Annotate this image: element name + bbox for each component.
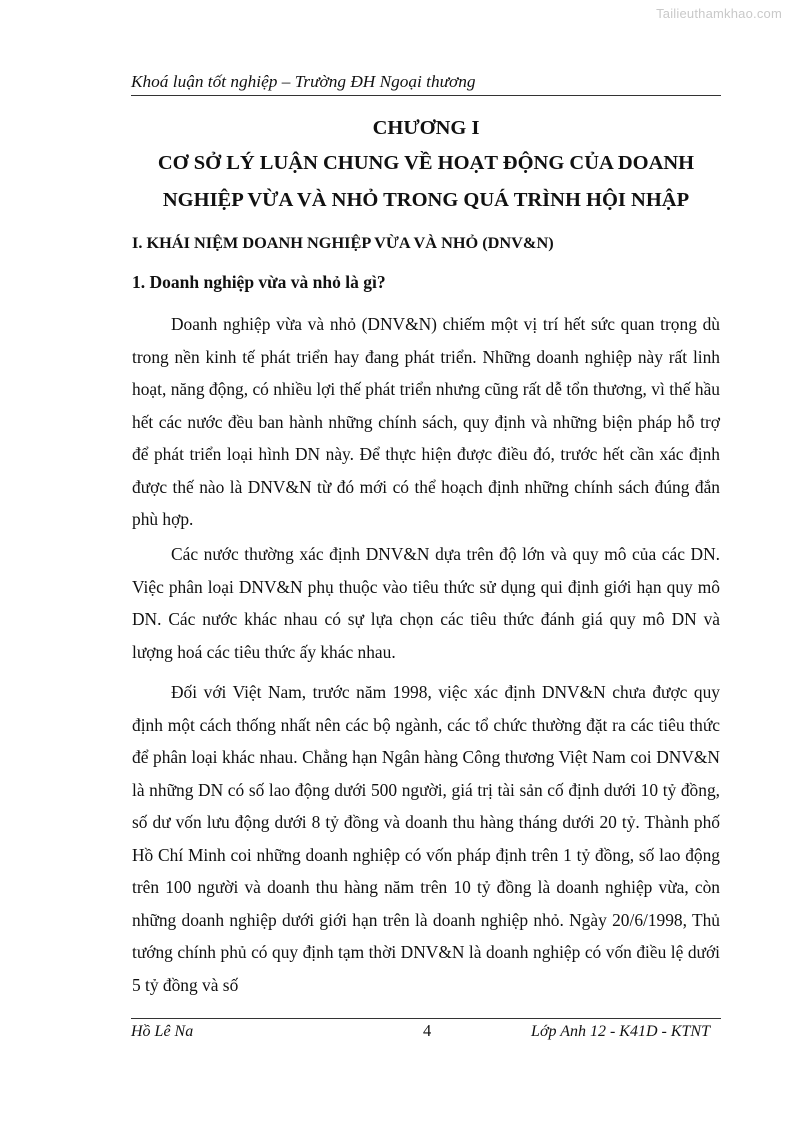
- paragraph-2: [132, 538, 720, 668]
- paragraph-1: [132, 308, 720, 536]
- page-number: 4: [423, 1021, 432, 1040]
- watermark: Tailieuthamkhao.com: [656, 6, 782, 21]
- running-title: Khoá luận tốt nghiệp – Trường ĐH Ngoại thương: [131, 72, 476, 91]
- chapter-title-line-1: CƠ SỞ LÝ LUẬN CHUNG VỀ HOẠT ĐỘNG CỦA DOANH: [157, 152, 695, 174]
- paragraph-text: Các nước thường xác định DNV&N dựa trên độ lớn và quy mô của các DN. Việc phân loại DNV&N phụ thuộc vào tiêu thức sử dụng qui định giới hạn quy mô DN. Các nước khác nhau có sự lựa chọn các tiêu thức đánh giá quy mô DN và lượng hoá các tiêu thức ấy khác nhau.: [132, 544, 720, 662]
- paragraph-text: Doanh nghiệp vừa và nhỏ (DNV&N) chiếm một vị trí hết sức quan trọng dù trong nền kinh tế phát triển hay đang phát triển. Những doanh nghiệp này rất linh hoạt, năng động, có nhiều lợi thế phát triển nhưng cũng rất dễ tổn thương, vì thế hầu hết các nước đều ban hành những chính sách, quy định và những biện pháp hỗ trợ để phát triển loại hình DN này. Để thực hiện được điều đó, trước hết cần xác định được thế nào là DNV&N từ đó mới có thể hoạch định những chính sách đúng đắn phù hợp.: [132, 314, 720, 529]
- paragraph-3: [132, 676, 720, 1001]
- subsection-heading: 1. Doanh nghiệp vừa và nhỏ là gì?: [132, 272, 386, 292]
- footer-class-info: Lớp Anh 12 - K41D - KTNT: [531, 1023, 710, 1040]
- page-footer: [131, 1018, 721, 1045]
- section-heading: I. KHÁI NIỆM DOANH NGHIỆP VỪA VÀ NHỎ (DNV&N): [132, 233, 554, 252]
- paragraph-text: Đối với Việt Nam, trước năm 1998, việc xác định DNV&N chưa được quy định một cách thống nhất nên các bộ ngành, các tổ chức thường đặt ra các tiêu thức để phân loại khác nhau. Chẳng hạn Ngân hàng Công thương Việt Nam coi DNV&N là những DN có số lao động dưới 500 người, giá trị tài sản cố định dưới 10 tỷ đồng, số dư vốn lưu động dưới 8 tỷ đồng và doanh thu hàng tháng dưới 20 tỷ. Thành phố Hồ Chí Minh coi những doanh nghiệp có vốn pháp định trên 1 tỷ đồng, số lao động trên 100 người và doanh thu hàng năm trên 10 tỷ đồng là doanh nghiệp vừa, còn những doanh nghiệp dưới giới hạn trên là doanh nghiệp nhỏ. Ngày 20/6/1998, Thủ tướng chính phủ có quy định tạm thời DNV&N là doanh nghiệp có vốn điều lệ dưới 5 tỷ đồng và số: [132, 682, 720, 995]
- chapter-label: CHƯƠNG I: [372, 117, 480, 139]
- chapter-title-line-2: NGHIỆP VỪA VÀ NHỎ TRONG QUÁ TRÌNH HỘI NHẬP: [162, 189, 690, 211]
- page-header: [131, 72, 721, 96]
- footer-author: Hồ Lê Na: [131, 1023, 194, 1040]
